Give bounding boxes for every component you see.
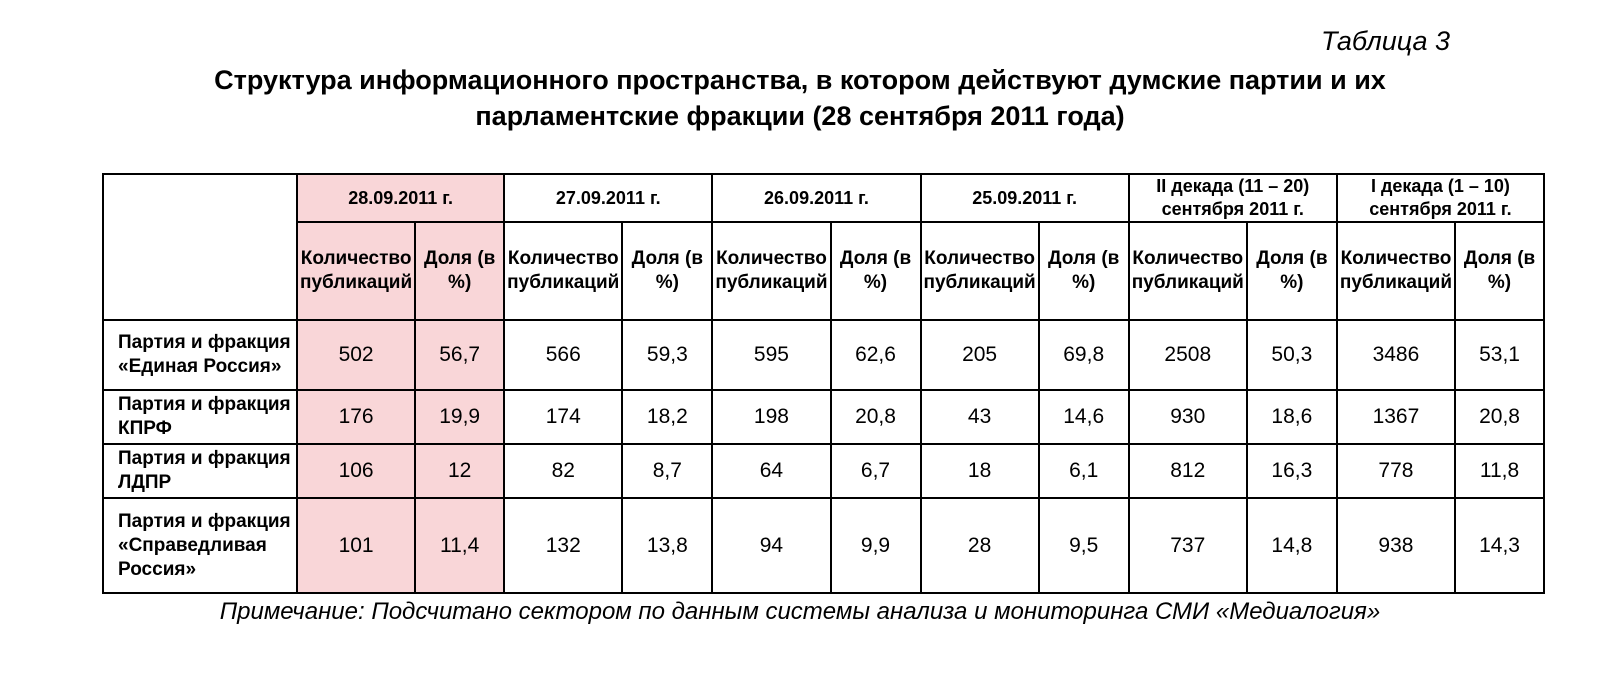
- table-cell: 11,8: [1455, 444, 1544, 498]
- table-cell: 14,8: [1247, 498, 1337, 593]
- table-footnote: Примечание: Подсчитано сектором по данным системы анализа и мониторинга СМИ «Медиалогия»: [219, 598, 1381, 625]
- table-cell: 19,9: [415, 390, 504, 444]
- table-cell: 53,1: [1455, 320, 1544, 390]
- table-cell: 28: [921, 498, 1039, 593]
- table-cell: 20,8: [1455, 390, 1544, 444]
- page-title: [0, 62, 1600, 134]
- table-cell: 16,3: [1247, 444, 1337, 498]
- table-cell: 205: [921, 320, 1039, 390]
- table-cell: 18,2: [622, 390, 712, 444]
- table-cell: 18,6: [1247, 390, 1337, 444]
- row-label: Партия и фракция «Справедливая Россия»: [103, 498, 297, 593]
- table-row: [103, 390, 1544, 444]
- count-header: Количество публикаций: [1129, 222, 1247, 320]
- table-cell: 1367: [1337, 390, 1455, 444]
- table-cell: 43: [921, 390, 1039, 444]
- table-cell: 9,9: [831, 498, 921, 593]
- header-row-periods: [103, 174, 1544, 222]
- row-label: Партия и фракция «Единая Россия»: [103, 320, 297, 390]
- table-cell: 56,7: [415, 320, 504, 390]
- table-cell: 938: [1337, 498, 1455, 593]
- table-cell: 69,8: [1039, 320, 1129, 390]
- table-cell: 50,3: [1247, 320, 1337, 390]
- table-cell: 62,6: [831, 320, 921, 390]
- count-header: Количество публикаций: [712, 222, 830, 320]
- count-header: Количество публикаций: [297, 222, 415, 320]
- table-cell: 737: [1129, 498, 1247, 593]
- table-row: [103, 444, 1544, 498]
- table-cell: 595: [712, 320, 830, 390]
- row-label: Партия и фракция КПРФ: [103, 390, 297, 444]
- share-header: Доля (в %): [622, 222, 712, 320]
- period-header: 28.09.2011 г.: [297, 174, 504, 222]
- table-cell: 778: [1337, 444, 1455, 498]
- data-table-container: [102, 173, 1545, 594]
- table-row: [103, 498, 1544, 593]
- period-header: 26.09.2011 г.: [712, 174, 920, 222]
- table-cell: 930: [1129, 390, 1247, 444]
- period-header: II декада (11 – 20) сентября 2011 г.: [1129, 174, 1337, 222]
- table-cell: 174: [504, 390, 622, 444]
- share-header: Доля (в %): [1039, 222, 1129, 320]
- table-cell: 14,3: [1455, 498, 1544, 593]
- table-cell: 132: [504, 498, 622, 593]
- title-line-2: парламентские фракции (28 сентября 2011 года): [475, 101, 1125, 131]
- table-cell: 94: [712, 498, 830, 593]
- row-label: Партия и фракция ЛДПР: [103, 444, 297, 498]
- table-cell: 64: [712, 444, 830, 498]
- table-cell: 198: [712, 390, 830, 444]
- table-cell: 8,7: [622, 444, 712, 498]
- header-corner-cell: [103, 174, 297, 320]
- share-header: Доля (в %): [415, 222, 504, 320]
- table-cell: 502: [297, 320, 415, 390]
- table-cell: 3486: [1337, 320, 1455, 390]
- table-cell: 101: [297, 498, 415, 593]
- table-cell: 9,5: [1039, 498, 1129, 593]
- table-cell: 106: [297, 444, 415, 498]
- table-cell: 2508: [1129, 320, 1247, 390]
- table-cell: 11,4: [415, 498, 504, 593]
- table-cell: 82: [504, 444, 622, 498]
- period-header: I декада (1 – 10) сентября 2011 г.: [1337, 174, 1544, 222]
- count-header: Количество публикаций: [921, 222, 1039, 320]
- table-cell: 59,3: [622, 320, 712, 390]
- publications-table: [102, 173, 1545, 594]
- table-row: [103, 320, 1544, 390]
- table-cell: 566: [504, 320, 622, 390]
- table-number-label: Таблица 3: [1320, 26, 1450, 56]
- table-cell: 14,6: [1039, 390, 1129, 444]
- period-header: 25.09.2011 г.: [921, 174, 1129, 222]
- header-row-metrics: [103, 222, 1544, 320]
- count-header: Количество публикаций: [1337, 222, 1455, 320]
- table-cell: 6,1: [1039, 444, 1129, 498]
- period-header: 27.09.2011 г.: [504, 174, 712, 222]
- table-cell: 6,7: [831, 444, 921, 498]
- count-header: Количество публикаций: [504, 222, 622, 320]
- table-cell: 12: [415, 444, 504, 498]
- share-header: Доля (в %): [1247, 222, 1337, 320]
- share-header: Доля (в %): [1455, 222, 1544, 320]
- table-cell: 18: [921, 444, 1039, 498]
- table-cell: 812: [1129, 444, 1247, 498]
- share-header: Доля (в %): [831, 222, 921, 320]
- table-cell: 13,8: [622, 498, 712, 593]
- table-cell: 20,8: [831, 390, 921, 444]
- title-line-1: Структура информационного пространства, в котором действуют думские партии и их: [214, 65, 1386, 95]
- table-cell: 176: [297, 390, 415, 444]
